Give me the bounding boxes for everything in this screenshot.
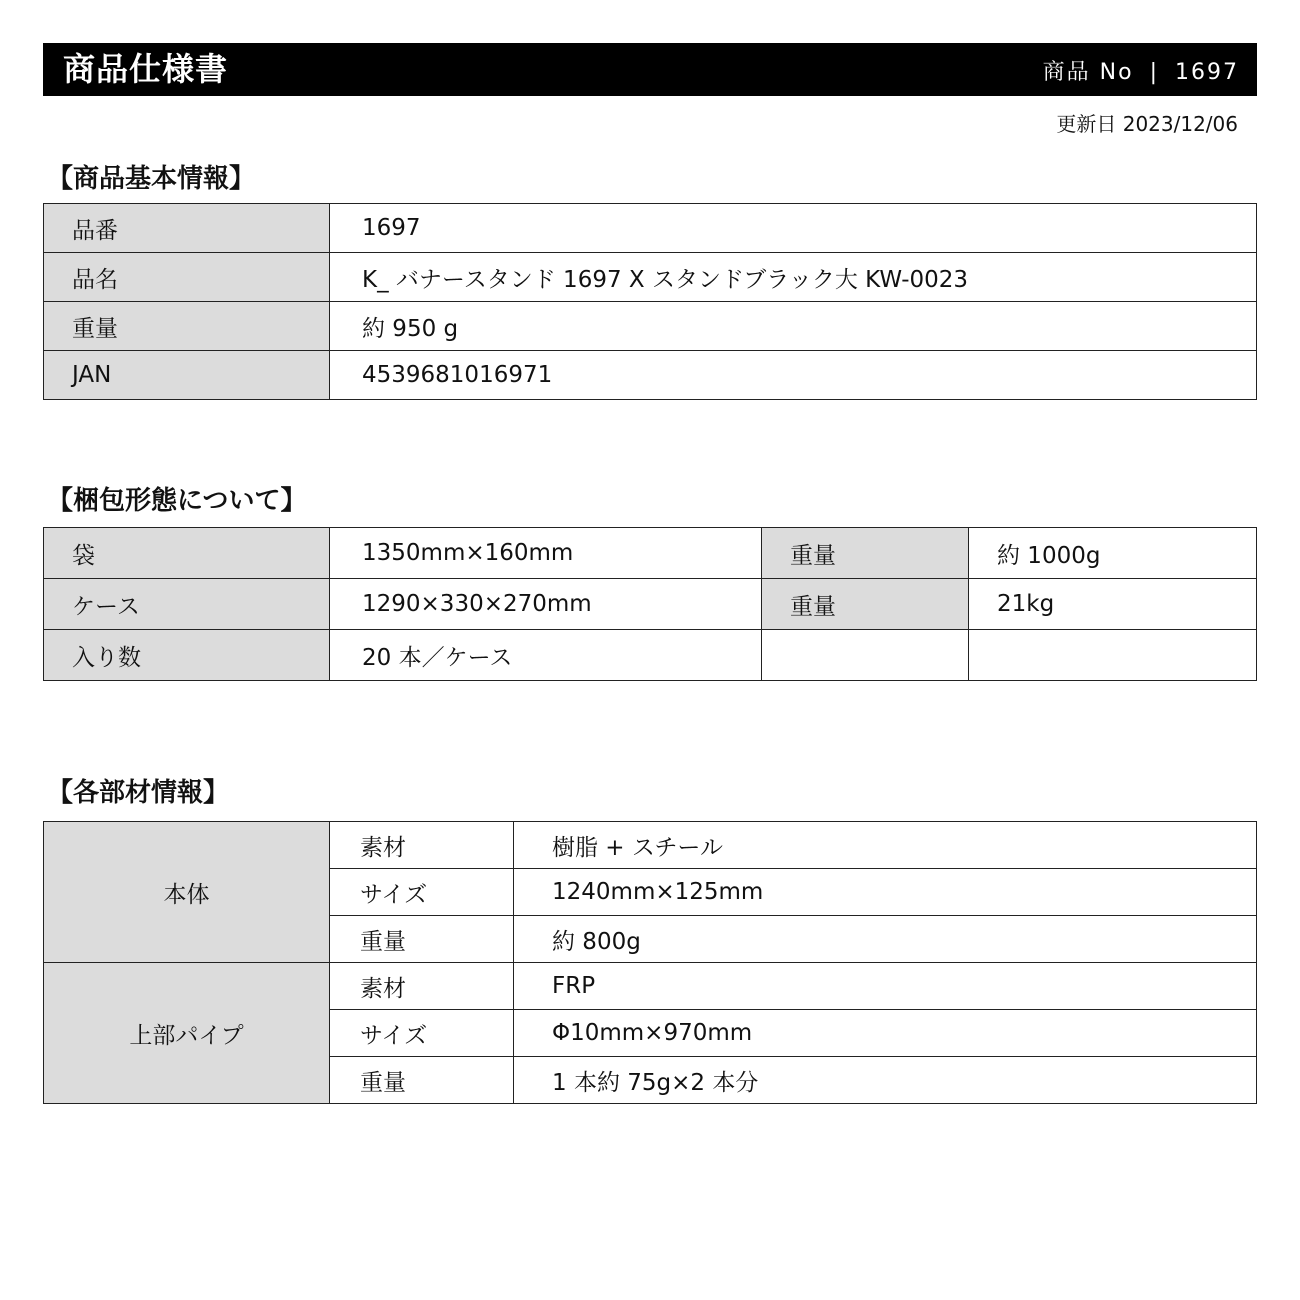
attr-value: Φ10mm×970mm bbox=[514, 1010, 1257, 1057]
attr-value: 1240mm×125mm bbox=[514, 869, 1257, 916]
attr-label: 素材 bbox=[330, 963, 514, 1010]
attr-label: 重量 bbox=[330, 1057, 514, 1104]
row-value: 1290×330×270mm bbox=[330, 579, 762, 630]
row-label-weight: 重量 bbox=[762, 579, 969, 630]
section-title-parts: 【各部材情報】 bbox=[47, 778, 230, 808]
group-name: 上部パイプ bbox=[44, 963, 330, 1104]
attr-value: 樹脂 + スチール bbox=[514, 822, 1257, 869]
group-name: 本体 bbox=[44, 822, 330, 963]
product-number bbox=[1043, 43, 1239, 103]
row-value: 4539681016971 bbox=[330, 351, 1257, 400]
table-row bbox=[44, 302, 1257, 351]
packaging-table bbox=[43, 527, 1257, 681]
row-label: JAN bbox=[44, 351, 330, 400]
row-label: ケース bbox=[44, 579, 330, 630]
row-value: 1697 bbox=[330, 204, 1257, 253]
product-number-label: 商品 No bbox=[1042, 60, 1134, 85]
table-row bbox=[44, 351, 1257, 400]
table-row bbox=[44, 204, 1257, 253]
attr-label: 素材 bbox=[330, 822, 514, 869]
header-bar bbox=[43, 43, 1257, 96]
updated-date: 更新日 2023/12/06 bbox=[1056, 112, 1238, 136]
basic-info-table bbox=[43, 203, 1257, 400]
empty-cell bbox=[762, 630, 969, 681]
table-row bbox=[44, 822, 1257, 869]
row-label: 品名 bbox=[44, 253, 330, 302]
row-value: 20 本／ケース bbox=[330, 630, 762, 681]
section-title-basic: 【商品基本情報】 bbox=[47, 164, 256, 194]
table-row bbox=[44, 630, 1257, 681]
row-value: 1350mm×160mm bbox=[330, 528, 762, 579]
attr-label: サイズ bbox=[330, 1010, 514, 1057]
product-number-separator: | bbox=[1149, 60, 1159, 85]
row-label: 品番 bbox=[44, 204, 330, 253]
table-row bbox=[44, 253, 1257, 302]
row-value: 約 950 g bbox=[330, 302, 1257, 351]
attr-label: サイズ bbox=[330, 869, 514, 916]
attr-value: FRP bbox=[514, 963, 1257, 1010]
row-value-weight: 約 1000g bbox=[969, 528, 1257, 579]
row-label: 重量 bbox=[44, 302, 330, 351]
row-value: K_ バナースタンド 1697 X スタンドブラック大 KW-0023 bbox=[330, 253, 1257, 302]
row-label: 袋 bbox=[44, 528, 330, 579]
row-label: 入り数 bbox=[44, 630, 330, 681]
table-row bbox=[44, 528, 1257, 579]
attr-value: 1 本約 75g×2 本分 bbox=[514, 1057, 1257, 1104]
table-row bbox=[44, 579, 1257, 630]
parts-table bbox=[43, 821, 1257, 1104]
attr-value: 約 800g bbox=[514, 916, 1257, 963]
row-label-weight: 重量 bbox=[762, 528, 969, 579]
table-row bbox=[44, 963, 1257, 1010]
product-number-value: 1697 bbox=[1175, 60, 1239, 85]
empty-cell bbox=[969, 630, 1257, 681]
page-title: 商品仕様書 bbox=[63, 50, 229, 88]
section-title-packaging: 【梱包形態について】 bbox=[47, 486, 307, 516]
row-value-weight: 21kg bbox=[969, 579, 1257, 630]
attr-label: 重量 bbox=[330, 916, 514, 963]
